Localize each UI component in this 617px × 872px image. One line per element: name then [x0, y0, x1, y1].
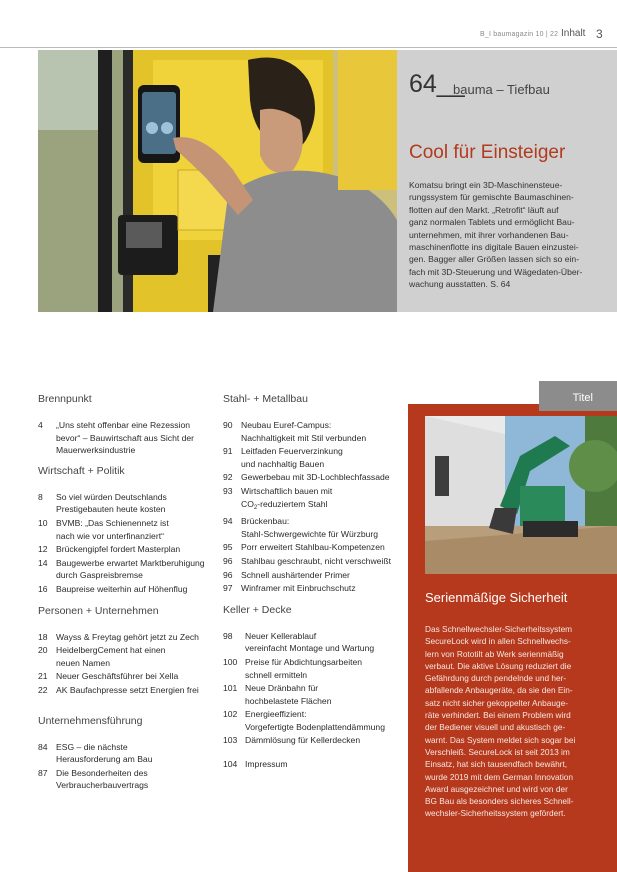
toc-entry-title: Stahlbau geschraubt, nicht verschweißt	[241, 555, 391, 566]
toc-entry-title: Impressum	[245, 759, 288, 770]
title-tab	[539, 381, 617, 411]
toc-page-number: 87	[38, 767, 48, 778]
toc-page-number: 94	[223, 516, 233, 527]
toc-entry[interactable]	[223, 471, 398, 484]
feature-text-line: maschinenflotte ins digitale Bauen einzustei-	[409, 242, 579, 253]
title-story-line: warnt. Das System meldet sich sogar bei	[425, 734, 576, 745]
header-divider	[0, 47, 617, 48]
toc-section-heading: Stahl- + Metallbau	[223, 393, 308, 405]
feature-text-line: unternehmen, mit ihrer vorhandenen Bau-	[409, 229, 569, 240]
toc-entry-title: schnell ermitteln	[245, 669, 308, 680]
toc-page-number: 103	[223, 735, 238, 746]
feature-photo	[38, 50, 397, 312]
toc-entry[interactable]	[223, 541, 398, 554]
toc-entry-title: ESG – die nächste	[56, 741, 128, 752]
feature-text-line: fach mit 3D-Steuerung und Wägedaten-Über-	[409, 266, 583, 277]
toc-entry-title-co2	[241, 498, 398, 515]
toc-page-number: 93	[223, 485, 233, 496]
toc-entry-title: Verbraucherbauvertrags	[56, 780, 149, 791]
title-tab-label: Titel	[572, 392, 593, 404]
toc-page-number: 22	[38, 684, 48, 695]
toc-entry[interactable]	[223, 569, 398, 582]
toc-entry-title: Wayss & Freytag gehört jetzt zu Zech	[56, 631, 199, 642]
co2-prefix: CO	[241, 498, 254, 509]
toc-entry-title: HeidelbergCement hat einen	[56, 645, 166, 656]
toc-entry-title: „Uns steht offenbar eine Rezession	[56, 420, 191, 430]
toc-page-number: 101	[223, 683, 238, 694]
toc-entry-title: und nachhaltig Bauen	[241, 458, 325, 469]
section-title: Inhalt	[561, 28, 586, 39]
page-number: 3	[596, 27, 603, 41]
toc-entry[interactable]	[223, 485, 398, 514]
toc-entry-title: Mauerwerksindustrie	[56, 445, 136, 456]
toc-entry[interactable]	[38, 741, 208, 766]
toc-page-number: 91	[223, 446, 233, 457]
toc-entry-title: Brückengipfel fordert Masterplan	[56, 544, 181, 555]
toc-entry-title: BVMB: „Das Schienennetz ist	[56, 517, 169, 528]
toc-entry[interactable]	[38, 419, 208, 457]
toc-entry[interactable]	[38, 644, 208, 669]
toc-entry-title: hochbelastete Flächen	[245, 695, 332, 706]
toc-entry-title: nach wie vor unterfinanziert“	[56, 530, 164, 541]
title-story-line: räte verhindert. Bei einem Problem wird	[425, 710, 571, 721]
toc-page-number: 14	[38, 557, 48, 568]
toc-entry[interactable]	[38, 583, 208, 596]
toc-section-heading: Wirtschaft + Politik	[38, 464, 125, 477]
toc-entry-title: Stahl-Schwergewichte für Würzburg	[241, 528, 379, 539]
toc-entry-title: Porr erweitert Stahlbau-Kompetenzen	[241, 542, 385, 553]
toc-page-number: 8	[38, 491, 43, 502]
toc-page-number: 4	[38, 420, 43, 430]
toc-entry-title: Prestigebauten heute kosten	[56, 504, 166, 515]
toc-section-heading: Keller + Decke	[223, 603, 292, 616]
toc-entry[interactable]	[38, 557, 208, 582]
feature-text-line: flotten auf den Markt. „Retrofit“ läuft auf	[409, 204, 559, 215]
toc-entry[interactable]	[223, 555, 398, 568]
toc-entry-title: Neuer Geschäftsführer bei Xella	[56, 671, 179, 682]
magazine-issue: B_I baumagazin 10 | 22	[480, 31, 559, 38]
toc-page-number: 96	[223, 555, 233, 566]
toc-entry[interactable]	[38, 543, 208, 556]
title-story-line: Einsatz, hat sich tausendfach bewährt,	[425, 759, 568, 770]
toc-entry-title: Gewerbebau mit 3D-Lochblechfassade	[241, 472, 390, 483]
toc-entry[interactable]	[223, 708, 398, 733]
toc-entry-title: Brückenbau:	[241, 516, 290, 527]
toc-entry-title: Neuer Kellerablauf	[245, 630, 317, 641]
toc-entry[interactable]	[223, 656, 398, 681]
title-story-line: der Bediener visuell und akustisch ge-	[425, 722, 566, 733]
toc-entry-title: Herausforderung am Bau	[56, 754, 153, 765]
co2-subscript: 2	[253, 504, 258, 511]
toc-page-number: 100	[223, 656, 238, 667]
title-story-line: Verschleiß. SecureLock ist seit 2013 im	[425, 746, 570, 757]
toc-entry-title: Vorgefertigte Bodenplattendämmung	[245, 721, 385, 732]
feature-category: bauma – Tiefbau	[453, 82, 550, 97]
title-story-line: Award ausgezeichnet und wird von der	[425, 783, 568, 794]
toc-entry[interactable]	[223, 630, 398, 655]
toc-entry-title: Die Besonderheiten des	[56, 767, 148, 778]
toc-page-number: 10	[38, 517, 48, 528]
toc-page-number: 12	[38, 544, 48, 555]
feature-text-line: ganz normalen Tablets und ermöglicht Bau-	[409, 217, 575, 228]
toc-page-number: 18	[38, 631, 48, 642]
title-story-line: lern von Rototilt ab Werk serienmäßig	[425, 648, 564, 659]
toc-entry-title: Neue Dränbahn für	[245, 683, 319, 694]
toc-entry-title: vereinfacht Montage und Wartung	[245, 643, 375, 654]
toc-entry-title: durch Gaspreisbremse	[56, 570, 143, 581]
title-story-line: wurde 2019 mit dem German Innovation	[425, 771, 574, 782]
toc-entry[interactable]	[223, 419, 398, 444]
toc-entry[interactable]	[223, 445, 398, 470]
toc-page-number: 104	[223, 759, 238, 770]
feature-text-line: wachung ausstatten. S. 64	[409, 279, 511, 290]
feature-title: Cool für Einsteiger	[409, 142, 566, 163]
toc-page-number: 21	[38, 671, 48, 682]
toc-entry-title: Preise für Abdichtungsarbeiten	[245, 656, 363, 667]
feature-text-line: Komatsu bringt ein 3D-Maschinensteue-	[409, 180, 563, 190]
toc-entry-title: bevor“ – Bauwirtschaft aus Sicht der	[56, 432, 195, 443]
toc-section-heading: Personen + Unternehmen	[38, 604, 159, 617]
title-story-line: Gefährdung durch pendelnde und her-	[425, 673, 567, 684]
toc-page-number: 16	[38, 583, 48, 594]
title-story-text	[425, 623, 609, 820]
title-story-line: SecureLock wird in allen Schnellwechs-	[425, 636, 571, 647]
co2-suffix: -reduziertem Stahl	[257, 498, 328, 509]
toc-entry-title: Energieeffizient:	[245, 709, 307, 720]
toc-entry[interactable]	[38, 631, 208, 644]
title-story-line: BG Bau als besonders sicheres Schnell-	[425, 796, 574, 807]
toc-entry-title: So viel würden Deutschlands	[56, 491, 167, 502]
title-story-line: abfallende Anbaugeräte, da sie den Ein-	[425, 685, 573, 696]
title-story-line: Das Schnellwechsler-Sicherheitssystem	[425, 624, 573, 634]
toc-page-number: 90	[223, 420, 233, 430]
toc-column-left	[38, 393, 208, 793]
toc-section-heading: Brennpunkt	[38, 393, 92, 405]
toc-page-number: 102	[223, 709, 238, 720]
toc-column-middle	[223, 393, 398, 772]
toc-entry-title: Schnell aushärtender Primer	[241, 569, 350, 580]
toc-entry-title: Baugewerbe erwartet Marktberuhigung	[56, 557, 205, 568]
toc-page-number: 92	[223, 472, 233, 483]
feature-teaser	[397, 50, 617, 312]
toc-page-number: 96	[223, 569, 233, 580]
title-story-line: verbaut. Die aktive Lösung reduziert die	[425, 660, 572, 671]
title-story-headline: Serienmäßige Sicherheit	[425, 590, 568, 605]
toc-entry-title: Wirtschaftlich bauen mit	[241, 485, 333, 496]
toc-entry-title: Dämmlösung für Kellerdecken	[245, 735, 361, 746]
toc-entry[interactable]	[38, 684, 208, 697]
toc-entry-title: Nachhaltigkeit mit Stil verbunden	[241, 432, 367, 443]
title-story-box	[408, 404, 617, 872]
toc-entry-title: neuen Namen	[56, 657, 110, 668]
feature-page-number: 64__	[409, 70, 465, 98]
toc-entry[interactable]	[38, 517, 208, 542]
toc-page-number: 20	[38, 645, 48, 656]
toc-entry-title: Leitfaden Feuerverzinkung	[241, 446, 343, 457]
toc-entry[interactable]	[38, 670, 208, 683]
toc-entry[interactable]	[223, 515, 398, 540]
toc-entry[interactable]	[38, 491, 208, 516]
toc-page-number: 95	[223, 542, 233, 553]
title-story-photo	[425, 416, 617, 574]
toc-section-heading: Unternehmensführung	[38, 714, 143, 727]
toc-entry[interactable]	[223, 682, 398, 707]
toc-entry-title: Winframer mit Einbruchschutz	[241, 583, 356, 594]
toc-entry-title: Neubau Euref-Campus:	[241, 420, 332, 430]
toc-page-number: 97	[223, 583, 233, 594]
feature-text-line: rungssystem für gemischte Baumaschinen-	[409, 192, 574, 203]
title-story-line: satz nicht sicher gekoppelter Anbauge-	[425, 697, 568, 708]
toc-page-number: 84	[38, 741, 48, 752]
toc-entry-title: AK Baufachpresse setzt Energien frei	[56, 684, 199, 695]
toc-page-number: 98	[223, 630, 233, 641]
toc-entry-imprint[interactable]	[223, 758, 398, 771]
feature-text-line: gen. Bagger aller Größen lassen sich so ein-	[409, 254, 580, 265]
toc-entry[interactable]	[223, 582, 398, 595]
feature-text	[409, 179, 607, 291]
toc-entry[interactable]	[38, 767, 208, 792]
title-story-line: wechsler-Sicherheitssystem gefördert.	[425, 808, 566, 819]
toc-entry[interactable]	[223, 734, 398, 747]
toc-entry-title: Baupreise weiterhin auf Höhenflug	[56, 583, 188, 594]
